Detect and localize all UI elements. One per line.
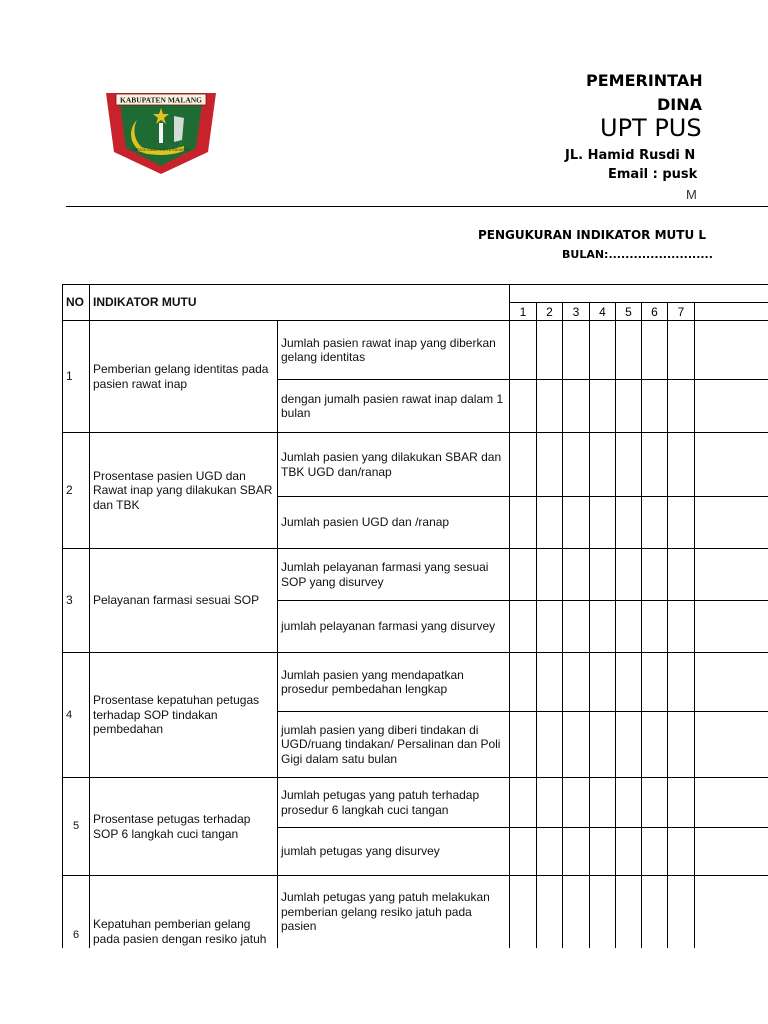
header-city: M (686, 187, 697, 202)
column-header-no: NO (66, 295, 84, 310)
indicator-name: Kepatuhan pemberian gelang pada pasien dengan resiko jatuh (93, 917, 267, 946)
denominator-text: dengan jumalh pasien rawat inap dalam 1 bulan (281, 391, 504, 420)
day-header-6: 6 (651, 304, 658, 319)
svg-text:SATATA GAMA KARTA RAHARJA: SATATA GAMA KARTA RAHARJA (132, 148, 190, 152)
denominator-text: jumlah petugas yang disurvey (281, 844, 440, 859)
day-header-7: 7 (677, 304, 685, 319)
row-number: 3 (66, 593, 73, 608)
indicator-name: Prosentase kepatuhan petugas terhadap SOP tindakan pembedahan (93, 693, 260, 737)
day-header-1: 1 (519, 304, 527, 319)
day-header-5: 5 (625, 304, 632, 319)
header-government: PEMERINTAH (586, 71, 703, 90)
numerator-text: Jumlah pasien yang mendapatkan prosedur pembedahan lengkap (281, 667, 464, 696)
numerator-text: Jumlah petugas yang patuh melakukan pemberian gelang resiko jatuh pada pasien (281, 890, 490, 934)
day-header-2: 2 (546, 304, 553, 319)
bulan-label: BULAN:......................... (562, 248, 713, 261)
indicator-name: Prosentase petugas terhadap SOP 6 langkah cuci tangan (93, 812, 251, 841)
document-title: PENGUKURAN INDIKATOR MUTU L (478, 228, 707, 242)
row-number: 2 (66, 483, 73, 498)
denominator-text: jumlah pelayanan farmasi yang disurvey (281, 619, 496, 634)
day-header-4: 4 (599, 304, 606, 319)
header-address: JL. Hamid Rusdi N (565, 148, 696, 163)
svg-text:KABUPATEN MALANG: KABUPATEN MALANG (119, 95, 203, 105)
indicator-name: Prosentase pasien UGD dan Rawat inap yang dilakukan SBAR dan TBK (93, 468, 273, 512)
indicator-name: Pelayanan farmasi sesuai SOP (93, 593, 260, 608)
day-header-3: 3 (572, 304, 580, 319)
row-number: 4 (66, 708, 73, 721)
header-email: Email : pusk (608, 167, 698, 182)
row-number: 1 (66, 369, 73, 384)
row-number: 6 (72, 928, 80, 941)
denominator-text: Jumlah pasien UGD dan /ranap (281, 515, 450, 530)
denominator-text: jumlah pasien yang diberi tindakan di UGD/ruang tindakan/ Persalinan dan Poli Gigi dalam satu bulan (281, 722, 501, 766)
header-upt-name: UPT PUS (600, 114, 702, 142)
numerator-text: Jumlah pelayanan farmasi yang sesuai SOP yang disurvey (281, 560, 489, 589)
indicator-name: Pemberian gelang identitas pada pasien rawat inap (93, 362, 269, 391)
header-department: DINA (657, 95, 703, 114)
column-header-indikator: INDIKATOR MUTU (93, 295, 197, 310)
numerator-text: Jumlah pasien yang dilakukan SBAR dan TBK UGD dan/ranap (281, 450, 502, 479)
numerator-text: Jumlah pasien rawat inap yang diberkan gelang identitas (281, 335, 496, 364)
numerator-text: Jumlah petugas yang patuh terhadap prosedur 6 langkah cuci tangan (281, 788, 480, 817)
row-number: 5 (72, 820, 80, 833)
